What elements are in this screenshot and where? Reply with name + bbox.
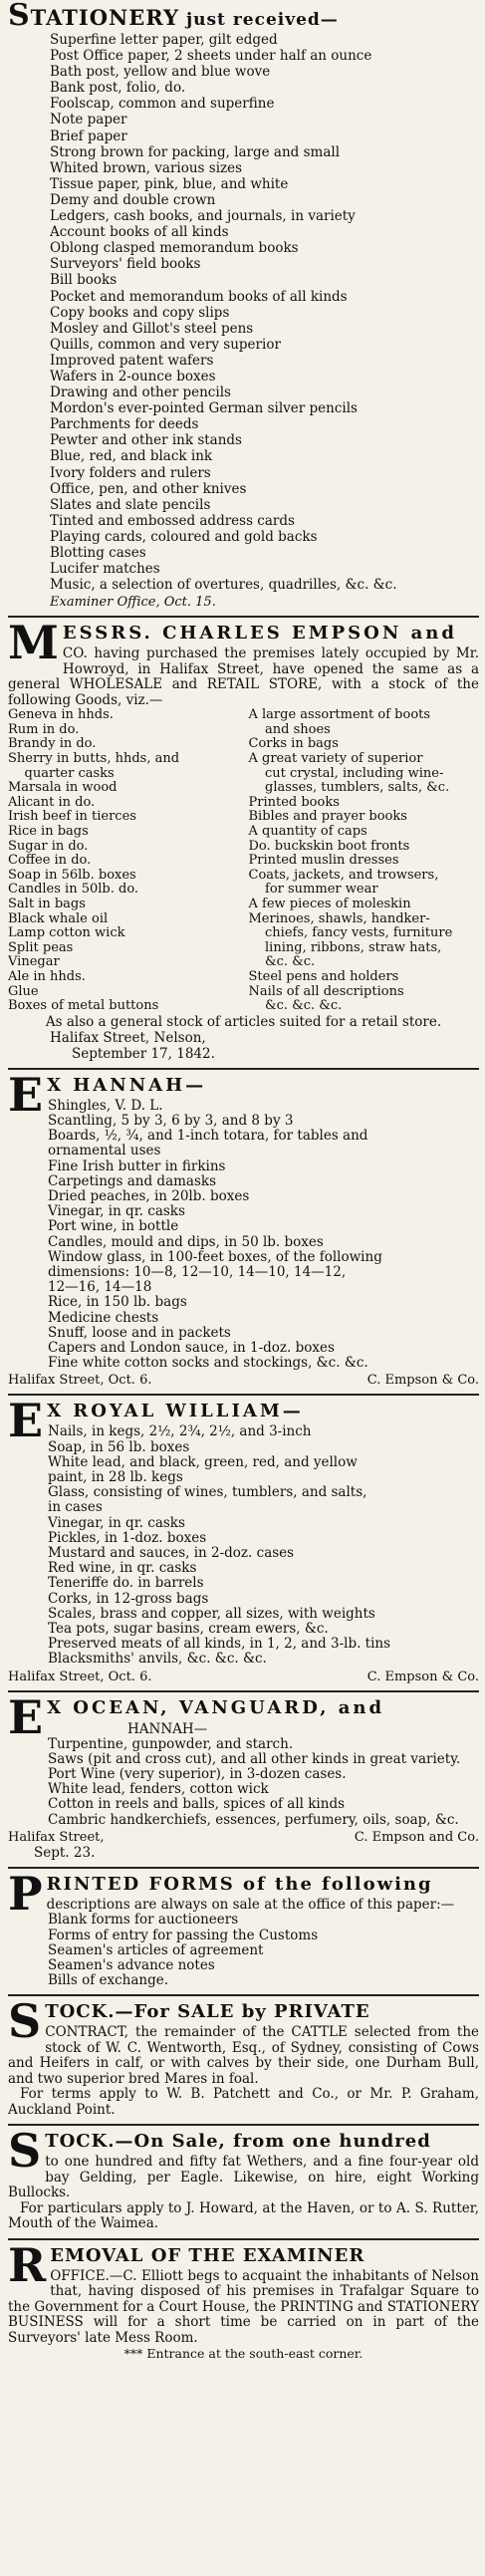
hannah-item: Rice, in 150 lb. bags	[48, 1294, 187, 1311]
goods-item: Split peas	[8, 939, 74, 955]
royal-william-items	[8, 1424, 479, 1667]
hannah-ad	[8, 1067, 479, 1397]
goods-item: Black whale oil	[8, 910, 109, 926]
stationery-item: Tissue paper, pink, blue, and white	[50, 175, 289, 192]
goods-item: chiefs, fancy vests, furniture	[248, 925, 453, 941]
goods-item: and shoes	[248, 721, 331, 737]
royal-william-item: Vinegar, in qr. casks	[48, 1514, 185, 1531]
stationery-item: Bath post, yellow and blue wove	[50, 64, 271, 81]
goods-item: lining, ribbons, straw hats,	[248, 939, 442, 955]
drop-cap: R	[8, 2237, 47, 2292]
empson-address: Halifax Street, Nelson,	[50, 1029, 206, 1046]
hannah-item: dimensions: 10—8, 12—10, 14—10, 14—12,	[48, 1263, 347, 1280]
printed-forms-ad	[8, 1866, 479, 1997]
stationery-ad	[8, 0, 479, 618]
goods-item: Marsala in wood	[8, 780, 118, 796]
hannah-item: Scantling, 5 by 3, 6 by 3, and 8 by 3	[48, 1112, 294, 1129]
stationery-item: Oblong clasped memorandum books	[50, 240, 299, 257]
empson-goods	[8, 708, 479, 1013]
stationery-item: Tinted and embossed address cards	[50, 512, 295, 529]
drop-cap: E	[8, 1394, 44, 1448]
footer-address: Halifax Street, Oct. 6.	[8, 1669, 152, 1684]
goods-item: Vinegar	[8, 954, 60, 970]
royal-william-item: Pickles, in 1-doz. boxes	[48, 1529, 207, 1546]
hannah-item: Window glass, in 100-feet boxes, of the following	[48, 1248, 382, 1265]
royal-william-item: in cases	[48, 1499, 103, 1516]
drop-cap: E	[8, 1067, 44, 1122]
ocean-footer	[8, 1830, 479, 1845]
form-item: Seamen's articles of agreement	[48, 1941, 264, 1958]
ocean-item: Cotton in reels and balls, spices of all kinds	[48, 1796, 346, 1813]
removal-note: *** Entrance at the south-east corner.	[123, 2346, 364, 2362]
stationery-item: Post Office paper, 2 sheets under half an ounce	[50, 48, 372, 65]
royal-william-item: Teneriffe do. in barrels	[48, 1575, 204, 1592]
goods-item: &c. &c. &c.	[248, 998, 343, 1014]
drop-cap: S	[8, 1994, 42, 2049]
goods-item: A large assortment of boots	[248, 707, 431, 723]
royal-william-item: Corks, in 12-gross bags	[48, 1590, 209, 1607]
hannah-item: Shingles, V. D. L.	[48, 1097, 163, 1114]
drop-cap: S	[8, 2124, 42, 2179]
stationery-item: Surveyors' field books	[50, 256, 201, 273]
ocean-items	[8, 1737, 479, 1828]
goods-item: Sugar in do.	[8, 838, 89, 854]
goods-item: Candles in 50lb. do.	[8, 882, 139, 898]
empson-ad	[8, 616, 479, 1069]
stationery-signature: Examiner Office, Oct. 15.	[50, 595, 216, 611]
goods-item: for summer wear	[248, 882, 378, 898]
goods-item: glasses, tumblers, salts, &c.	[248, 780, 450, 796]
royal-william-heading: X ROYAL WILLIAM—	[47, 1401, 304, 1422]
hannah-footer	[8, 1373, 479, 1388]
royal-william-item: paint, in 28 lb. kegs	[48, 1469, 183, 1486]
stationery-item: Ivory folders and rulers	[50, 464, 211, 481]
royal-william-item: Blacksmiths' anvils, &c. &c. &c.	[48, 1651, 267, 1668]
stationery-item: Playing cards, coloured and gold backs	[50, 528, 318, 545]
form-item: Seamen's advance notes	[48, 1956, 215, 1973]
goods-item: Rum in do.	[8, 721, 80, 737]
ocean-item: Turpentine, gunpowder, and starch.	[48, 1735, 294, 1752]
hannah-item: Port wine, in bottle	[48, 1218, 179, 1235]
stationery-item: Parchments for deeds	[50, 416, 199, 433]
stationery-item: Superfine letter paper, gilt edged	[50, 32, 278, 48]
stationery-item: Wafers in 2-ounce boxes	[50, 368, 216, 385]
royal-footer	[8, 1670, 479, 1684]
ocean-item: Cambric handkerchiefs, essences, perfumery, oils, soap, &c.	[48, 1811, 459, 1828]
goods-item: Irish beef in tierces	[8, 809, 136, 825]
stationery-item: Slates and slate pencils	[50, 496, 211, 513]
forms-intro: descriptions are always on sale at the office of this paper:—	[46, 1896, 455, 1913]
stationery-item: Ledgers, cash books, and journals, in variety	[50, 208, 356, 225]
goods-item: Sherry in butts, hhds, and	[8, 751, 180, 767]
stationery-item: Bill books	[50, 272, 118, 289]
stock-on-sale-ad	[8, 2124, 479, 2240]
goods-item: Steel pens and holders	[248, 968, 399, 984]
hannah-heading: X HANNAH—	[47, 1074, 207, 1096]
goods-item: Boxes of metal buttons	[8, 998, 159, 1014]
royal-william-item: Scales, brass and copper, all sizes, with weights	[48, 1605, 375, 1622]
goods-right-column	[249, 708, 480, 1013]
goods-item: Merinoes, shawls, handker-	[248, 910, 430, 926]
forms-items	[8, 1913, 479, 1988]
goods-item: Soap in 56lb. boxes	[8, 867, 136, 883]
goods-item: &c. &c.	[248, 954, 316, 970]
stock-body: CONTRACT, the remainder of the CATTLE selected from the stock of W. C. Wentworth, Esq., of Sydney, consisting of Cows and Heifers in calf, or with calves by their side, one Durham Bull, and two superior bred Mares in foal.	[8, 2024, 479, 2087]
royal-william-item: Nails, in kegs, 2½, 2¾, 2½, and 3-inch	[48, 1423, 312, 1440]
stationery-item: Improved patent wafers	[50, 352, 214, 369]
removal-body: OFFICE.—C. Elliott begs to acquaint the inhabitants of Nelson that, having disposed of his premises in Trafalgar Square to the Government for a Court House, the PRINTING and STATIONERY BUSINESS will for a short time be carried on in part of the Surveyors' late Mess Room.	[8, 2267, 479, 2346]
form-item: Bills of exchange.	[48, 1972, 169, 1989]
drop-cap: E	[8, 1689, 44, 1744]
goods-item: A great variety of superior	[248, 751, 423, 767]
royal-william-item: Preserved meats of all kinds, in 1, 2, and 3-lb. tins	[48, 1636, 391, 1653]
goods-item: quarter casks	[8, 765, 115, 781]
ocean-item: Saws (pit and cross cut), and all other kinds in great variety.	[48, 1750, 461, 1767]
stationery-item: Demy and double crown	[50, 191, 216, 208]
goods-item: Do. buckskin boot fronts	[248, 838, 410, 854]
goods-item: Corks in bags	[248, 736, 339, 752]
heading-text: TATIONERY	[30, 5, 180, 30]
forms-heading: RINTED FORMS of the following	[46, 1873, 433, 1895]
goods-item: Geneva in hhds.	[8, 707, 114, 723]
stationery-item: Drawing and other pencils	[50, 385, 231, 401]
ocean-ad	[8, 1689, 479, 1869]
royal-william-item: Soap, in 56 lb. boxes	[48, 1438, 190, 1455]
goods-left-column	[8, 708, 239, 1013]
form-item: Forms of entry for passing the Customs	[48, 1927, 319, 1943]
goods-item: Coffee in do.	[8, 853, 92, 869]
ocean-subheading: HANNAH—	[127, 1720, 208, 1737]
goods-item: Coats, jackets, and trowsers,	[248, 867, 439, 883]
ocean-date: Sept. 23.	[34, 1844, 96, 1861]
stock2-body: to one hundred and fifty fat Wethers, and a fine four-year old bay Gelding, per Eagle. Likewise, on hire, eight Working Bullocks.	[8, 2154, 479, 2201]
stationery-item: Pewter and other ink stands	[50, 432, 242, 449]
stationery-item: Strong brown for packing, large and small	[50, 143, 341, 160]
royal-william-item: Mustard and sauces, in 2-doz. cases	[48, 1545, 295, 1562]
stationery-item: Blotting cases	[50, 545, 146, 561]
goods-item: Alicant in do.	[8, 794, 96, 810]
heading-tail: just received—	[179, 10, 339, 30]
empson-intro: CO. having purchased the premises lately occupied by Mr. Howroyd, in Halifax Street, have opened the same as a general WHOLESALE and RETAIL STORE, with a stock of the following Goods, viz.—	[8, 645, 479, 708]
royal-william-item: Tea pots, sugar basins, cream ewers, &c.	[48, 1621, 329, 1638]
goods-item: A quantity of caps	[248, 824, 367, 840]
goods-item: Glue	[8, 983, 39, 999]
empson-date: September 17, 1842.	[72, 1045, 215, 1062]
hannah-item: Fine white cotton socks and stockings, &c. &c.	[48, 1355, 368, 1372]
hannah-item: Dried peaches, in 20lb. boxes	[48, 1187, 250, 1204]
hannah-item: Snuff, loose and in packets	[48, 1324, 231, 1341]
stock-sale-ad	[8, 1994, 479, 2126]
ocean-heading: X OCEAN, VANGUARD, and	[47, 1696, 385, 1718]
stationery-item: Whited brown, various sizes	[50, 159, 243, 176]
ocean-item: White lead, fenders, cotton wick	[48, 1781, 269, 1798]
goods-item: cut crystal, including wine-	[248, 765, 444, 781]
goods-item: Salt in bags	[8, 897, 86, 911]
goods-item: A few pieces of moleskin	[248, 897, 411, 911]
footer-address: Halifax Street,	[8, 1829, 105, 1845]
drop-cap: P	[8, 1866, 43, 1921]
stationery-item: Bank post, folio, do.	[50, 80, 186, 97]
royal-william-item: Glass, consisting of wines, tumblers, and salts,	[48, 1484, 367, 1501]
stationery-item: Copy books and copy slips	[50, 304, 230, 321]
stationery-heading	[8, 0, 479, 33]
goods-item: Bibles and prayer books	[248, 809, 407, 825]
hannah-item: Capers and London sauce, in 1-doz. boxes	[48, 1340, 335, 1356]
stationery-items	[8, 32, 479, 593]
goods-item: Lamp cotton wick	[8, 925, 125, 941]
empson-also: As also a general stock of articles suited for a retail store.	[45, 1013, 442, 1030]
stationery-item: Brief paper	[50, 128, 127, 144]
hannah-item: Carpetings and damasks	[48, 1172, 217, 1189]
stock-terms: For terms apply to W. B. Patchett and Co., or Mr. P. Graham, Auckland Point.	[8, 2086, 479, 2118]
stock2-heading: TOCK.—On Sale, from one hundred	[45, 2131, 431, 2153]
goods-item: Rice in bags	[8, 824, 89, 840]
goods-item: Nails of all descriptions	[248, 983, 404, 999]
hannah-item: Boards, ½, ¾, and 1-inch totara, for tables and	[48, 1128, 368, 1145]
goods-item: Brandy in do.	[8, 736, 97, 752]
stock-heading: TOCK.—For SALE by PRIVATE	[45, 2001, 370, 2023]
hannah-item: ornamental uses	[48, 1143, 161, 1159]
stationery-item: Mosley and Gillot's steel pens	[50, 320, 254, 337]
goods-item: Printed books	[248, 794, 340, 810]
royal-william-item: Red wine, in qr. casks	[48, 1560, 197, 1577]
stationery-item: Music, a selection of overtures, quadrilles, &c. &c.	[50, 577, 397, 594]
goods-item: Ale in hhds.	[8, 968, 86, 984]
hannah-item: Fine Irish butter in firkins	[48, 1158, 226, 1174]
goods-item: Printed muslin dresses	[248, 853, 399, 869]
footer-firm: C. Empson & Co.	[366, 1669, 479, 1684]
royal-william-ad	[8, 1394, 479, 1691]
hannah-item: Vinegar, in qr. casks	[48, 1203, 185, 1220]
stationery-item: Pocket and memorandum books of all kinds	[50, 288, 348, 305]
stationery-item: Mordon's ever-pointed German silver pencils	[50, 400, 358, 417]
footer-firm: C. Empson and Co.	[354, 1829, 479, 1845]
stationery-item: Lucifer matches	[50, 561, 160, 578]
hannah-items	[8, 1099, 479, 1372]
drop-cap: S	[8, 0, 31, 33]
footer-firm: C. Empson & Co.	[366, 1373, 479, 1389]
stationery-item: Office, pen, and other knives	[50, 480, 247, 497]
stock2-terms: For particulars apply to J. Howard, at the Haven, or to A. S. Rutter, Mouth of the Waimea.	[8, 2199, 479, 2232]
form-item: Blank forms for auctioneers	[48, 1912, 239, 1929]
hannah-item: Medicine chests	[48, 1309, 159, 1326]
stationery-item: Quills, common and very superior	[50, 336, 281, 353]
royal-william-item: White lead, and black, green, red, and yellow	[48, 1453, 358, 1470]
stationery-item: Foolscap, common and superfine	[50, 96, 275, 113]
empson-heading: ESSRS. CHARLES EMPSON and	[62, 623, 457, 644]
footer-address: Halifax Street, Oct. 6.	[8, 1373, 152, 1389]
hannah-item: Candles, mould and dips, in 50 lb. boxes	[48, 1233, 324, 1250]
stationery-item: Account books of all kinds	[50, 224, 229, 241]
hannah-item: 12—16, 14—18	[48, 1279, 152, 1296]
ocean-item: Port Wine (very superior), in 3-dozen cases.	[48, 1766, 347, 1783]
removal-heading: EMOVAL OF THE EXAMINER	[50, 2244, 365, 2266]
stationery-item: Blue, red, and black ink	[50, 448, 213, 465]
stationery-item: Note paper	[50, 112, 127, 129]
drop-cap: M	[8, 616, 59, 670]
removal-ad	[8, 2237, 479, 2369]
